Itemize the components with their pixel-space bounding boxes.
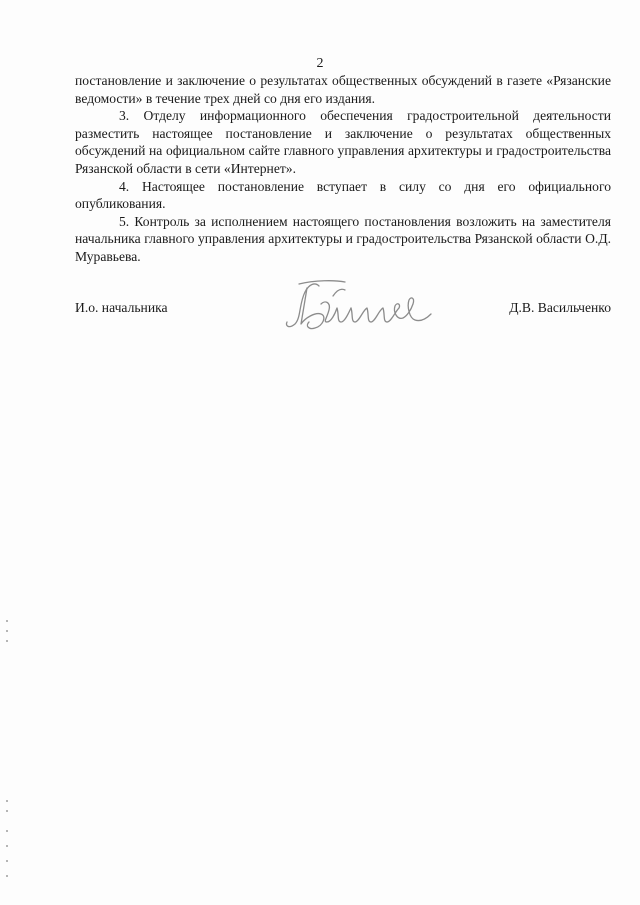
signatory-name: Д.В. Васильченко xyxy=(509,300,611,315)
signatory-title: И.о. начальника xyxy=(75,300,168,315)
margin-scan-marks xyxy=(6,620,10,880)
paragraph-publication: постановление и заключение о результатах общественных обсуждений в газете «Рязанские ведомости» в течение трех дней со дня его издания. xyxy=(75,73,611,106)
paragraph-item-3: 3. Отделу информационного обеспечения градостроительной деятельности разместить настоящее постановление и заключение о результатах общественных обсуждений на официальном сайте главного управления архитектуры и градостроительства Рязанской области в сети «Интернет». xyxy=(75,108,611,176)
signature-block xyxy=(75,298,611,328)
handwritten-signature xyxy=(275,274,455,344)
paragraph-item-4: 4. Настоящее постановление вступает в силу со дня его официального опубликования. xyxy=(75,178,611,212)
paragraph-item-5: 5. Контроль за исполнением настоящего постановления возложить на заместителя начальника главного управления архитектуры и градостроительства Рязанской области О.Д. Муравьева. xyxy=(75,213,611,264)
page-number: 2 xyxy=(316,56,324,71)
document-body xyxy=(75,72,611,266)
